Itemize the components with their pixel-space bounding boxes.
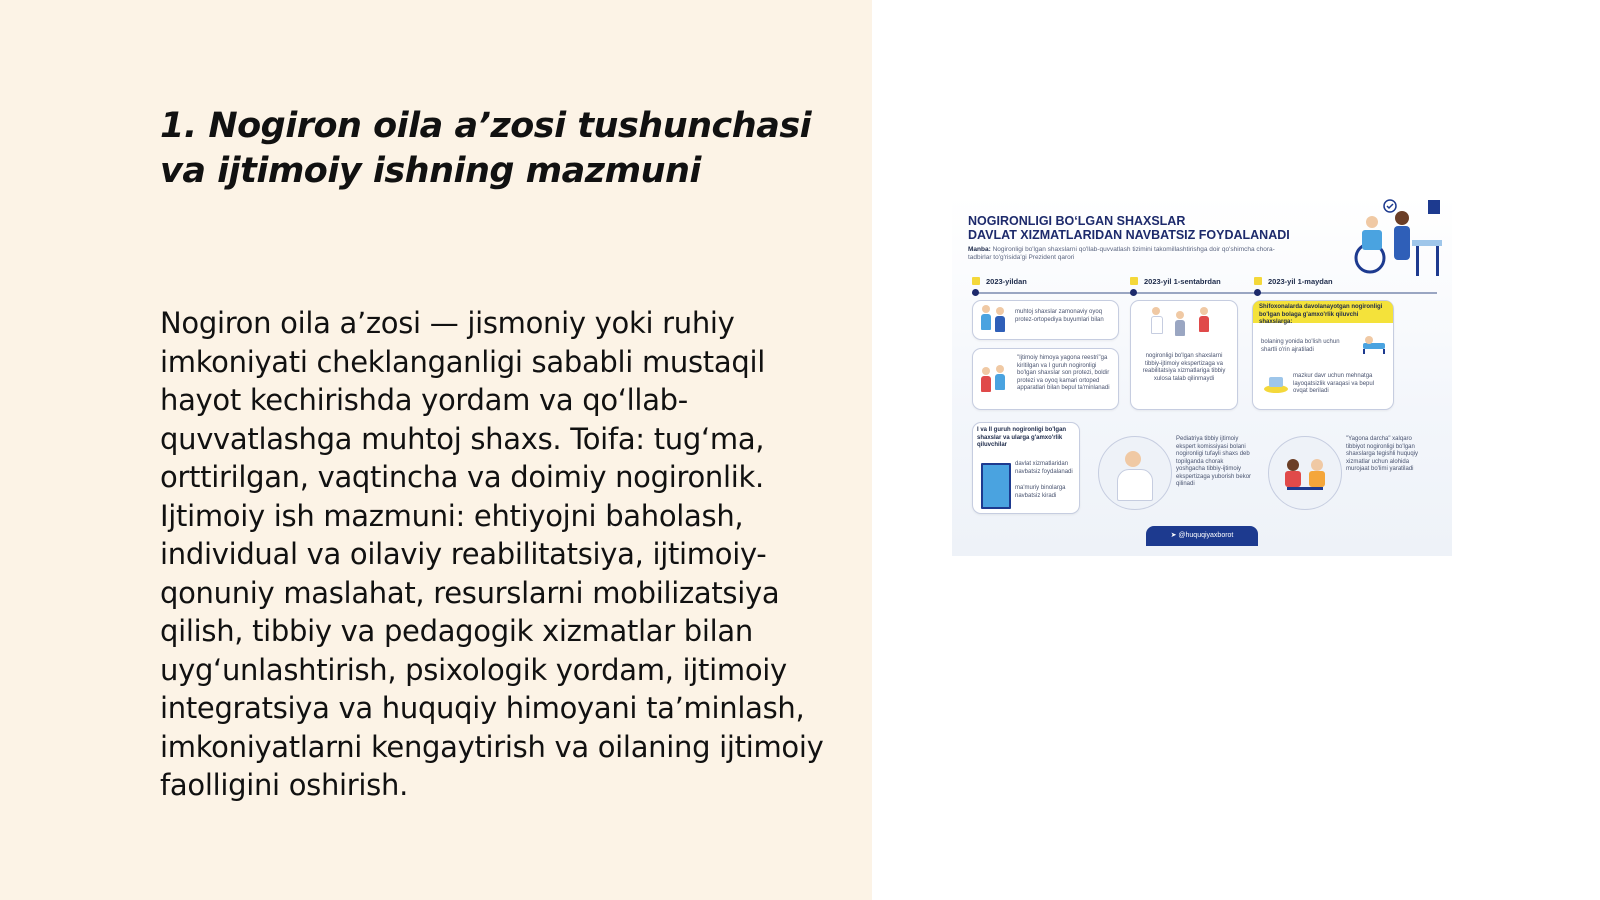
card-medical: nogironligi bo'lgan shaxslarni tibbiy-ijtimoiy ekspertizaga va reabilitatsiya xizmatlariga tibbiy xulosa talab qilinmaydi	[1130, 300, 1238, 410]
person-icon	[1199, 307, 1209, 333]
calendar-icon	[972, 277, 980, 285]
doctor-note: Pediatriya tibbiy ijtimoiy ekspert komissiyasi bolani nogironligi tufayli shaxs deb topilganda chorak yoshgacha tibbiy-ijtimoiy ekspertizaga yuborish bekor qilinadi	[1176, 436, 1252, 487]
timeline-dot	[972, 289, 979, 296]
timeline-label-2: 2023-yil 1-sentabrdan	[1130, 277, 1221, 286]
person-icon	[1175, 311, 1185, 337]
shared-note: "Yagona darcha" xalqaro tibbiyot nogironligi bo'lgan shaxslarga tegishli huquqiy xizmatlar uchun alohida murojaat bo'limi yaratiladi	[1346, 436, 1419, 472]
timeline	[972, 277, 1437, 290]
person-icon	[981, 367, 991, 393]
infographic-title: NOGIRONLIGI BO‘LGAN SHAXSLAR DAVLAT XIZMATLARIDAN NAVBATSIZ FOYDALANADI	[968, 214, 1290, 242]
calendar-icon	[1130, 277, 1138, 285]
person-icon	[995, 307, 1005, 333]
door-icon	[981, 463, 1011, 509]
timeline-label-1: 2023-yildan	[972, 277, 1027, 286]
calendar-icon	[1254, 277, 1262, 285]
bed-icon	[1361, 333, 1387, 355]
card-prosthesis: muhtoj shaxslar zamonaviy oyoq protez-ortopediya buyumlari bilan	[972, 300, 1119, 340]
timeline-dot	[1130, 289, 1137, 296]
infographic-image	[952, 196, 1452, 556]
person-icon	[995, 365, 1005, 391]
doctor-icon	[1151, 307, 1161, 333]
timeline-dot	[1254, 289, 1261, 296]
wheelchair-illustration-icon	[1332, 196, 1452, 286]
card-hospital-care: Shifoxonalarda davolanayotgan nogironligi bo'lgan bolaga g'amxo'rlik qiluvchi shaxslarga: bolaning yonida bo'lish uchun shartli o'rin ajratiladi mazkur davr uchun mehnatga layoqatsizlik varaqasi va bepul ovqat beriladi	[1252, 300, 1394, 410]
timeline-line	[972, 292, 1437, 294]
card-registry: "Ijtimoiy himoya yagona reestri"ga kiritilgan va I guruh nogironligi bo'lgan shaxslar son protezi, boldir protezi va oyoq kamari ortoped apparatlari bilan bepul ta'minlanadi	[972, 348, 1119, 410]
meeting-icon	[1269, 437, 1341, 509]
timeline-label-3: 2023-yil 1-maydan	[1254, 277, 1333, 286]
consultation-illustration-icon	[1268, 436, 1342, 510]
meal-icon	[1263, 371, 1289, 395]
infographic-source: Manba: Nogironligi bo'lgan shaxslarni qo'llab-quvvatlash tizimini takomillashtirishga doir qo'shimcha chora-tadbirlar to'g'risida'gi Prezident qarori	[968, 246, 1275, 261]
card-services: I va II guruh nogironligi bo'lgan shaxslar va ularga g'amxo'rlik qiluvchilar davlat xizmatlaridan navbatsiz foydalanadi ma'muriy binolarga navbatsiz kiradi	[972, 422, 1080, 514]
slide-title: 1. Nogiron oila a’zosi tushunchasi va ijtimoiy ishning mazmuni	[160, 106, 812, 191]
slide-body-text: Nogiron oila a’zosi — jismoniy yoki ruhiy imkoniyati cheklanganligi sababli mustaqil hayot kechirishda yordam va qo‘llab-quvvatlashga muhtoj shaxs. Toifa: tug‘ma, orttirilgan, vaqtincha va doimiy nogironlik. Ijtimoiy ish mazmuni: ehtiyojni baholash, individual va oilaviy reabilitatsiya, ijtimoiy-qonuniy maslahat, resurslarni mobilizatsiya qilish, tibbiy va pedagogik xizmatlar bilan uyg‘unlashtirish, psixologik yordam, ijtimoiy integratsiya va huquqiy himoyani ta’minlash, imkoniyatlarni kengaytirish va oilaning ijtimoiy faolligini oshirish.	[160, 306, 824, 802]
doctor-illustration-icon	[1098, 436, 1172, 510]
telegram-icon: ➤	[1170, 532, 1179, 539]
telegram-channel-badge: ➤ @huquqiyaxborot	[1146, 526, 1258, 546]
person-icon	[981, 305, 991, 331]
